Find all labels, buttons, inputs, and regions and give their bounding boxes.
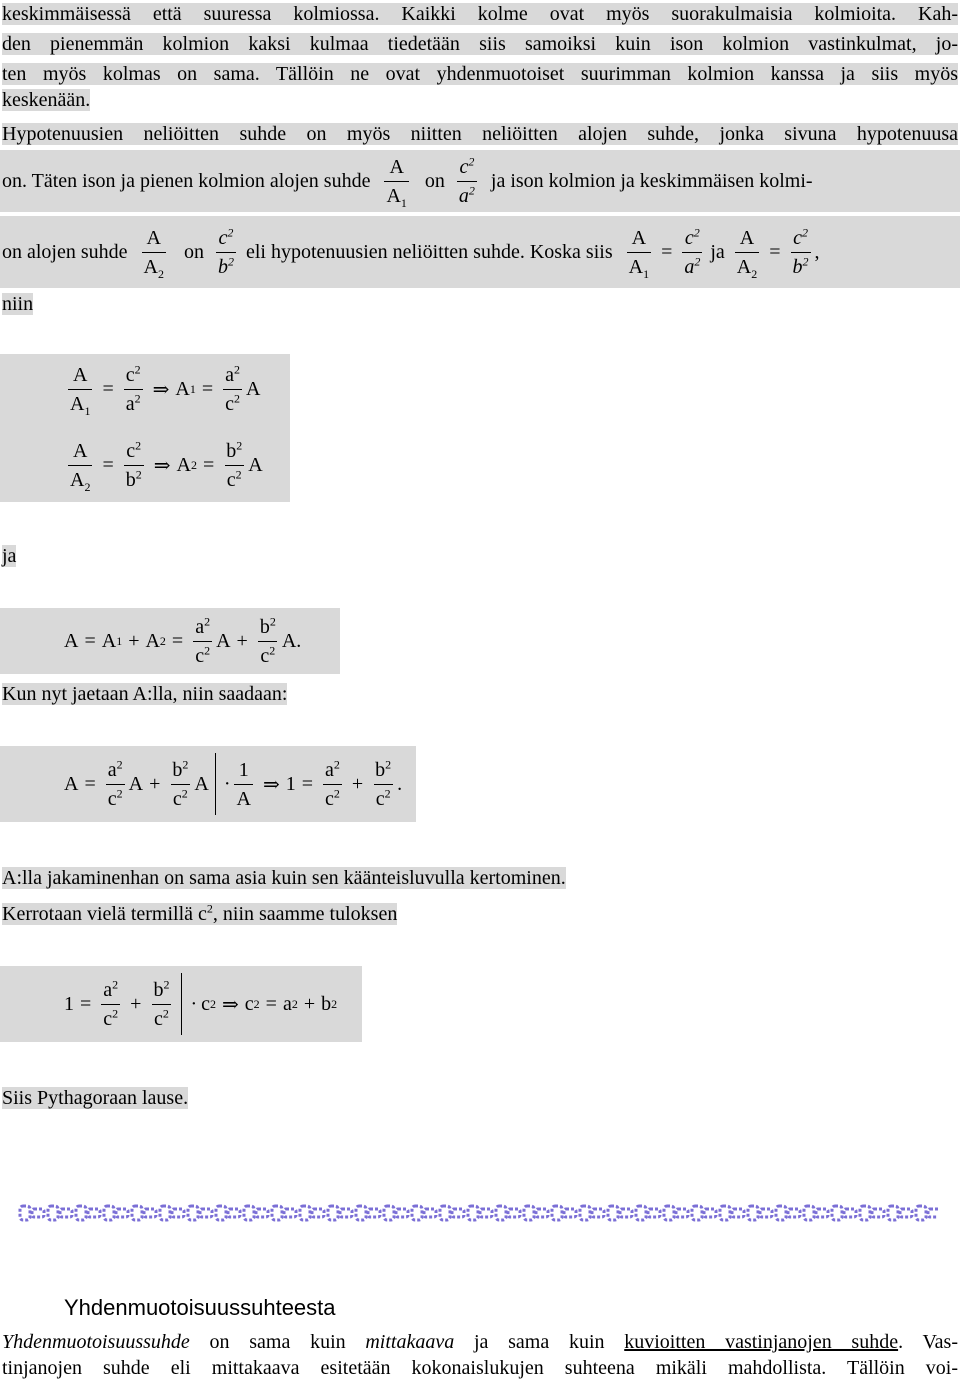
kerrotaan-text: Kerrotaan vielä termillä $c^2$, niin saamme tuloksen: [2, 901, 398, 925]
para2-line2: on. Täten ison ja pienen kolmion alojen suhde $\frac{A}{A_1}$ on $\frac{c^2}{a^2}$ ja ison kolmion ja keskimmäisen kolmi-: [2, 153, 813, 210]
fraction-c2-over-b2-b: $\frac{c^2}{b^2}$: [792, 224, 809, 278]
siis-text: Siis Pythagoraan lause.: [2, 1087, 189, 1109]
para2-line1: Hypotenuusien neliöitten suhde on myös niitten neliöitten alojen suhde, jonka sivuna hypotenuusa: [2, 123, 958, 145]
para2-line4: niin: [2, 293, 34, 315]
fraction-A-over-A2: $\frac{A}{A_2}$: [143, 226, 164, 281]
alla-text: A:lla jakaminenhan on sama asia kuin sen käänteisluvulla kertominen.: [2, 867, 566, 889]
equation-A2: $\frac{A}{A_2}$ = $\frac{c^2}{b^2}$ ⇒ A 2 = $\frac{b^2}{c^2}$ A: [70, 437, 263, 494]
para1-line4: keskenään.: [2, 89, 91, 111]
fraction-A-over-A1-b: $\frac{A}{A_1}$: [628, 226, 650, 281]
para1-line3: ten myös kolmas on sama. Tällöin ne ovat yhdenmuotoiset suurimman kolmion kanssa ja siis myös: [2, 63, 958, 85]
kun-text: Kun nyt jaetaan A:lla, niin saadaan:: [2, 683, 288, 705]
final-line2: tinjanojen suhde eli mittakaava esitetään kokonaislukujen suhteena mikäli mahdollista. Tällöin voi-: [2, 1357, 958, 1379]
fraction-c2-over-a2-b: $\frac{c^2}{a^2}$: [684, 224, 701, 278]
fraction-c2-over-a2: $\frac{c^2}{a^2}$: [458, 153, 475, 207]
section-title: Yhdenmuotoisuussuhteesta: [64, 1295, 336, 1320]
fraction-A-over-A2-b: $\frac{A}{A_2}$: [736, 226, 758, 281]
para1-line2: den pienemmän kolmion kaksi kulmaa tiedetään siis samoiksi kuin ison kolmion vastinkulmat, jo-: [2, 33, 958, 55]
para2-line3: on alojen suhde $\frac{A}{A_2}$ on $\frac{c^2}{b^2}$ eli hypotenuusien neliöitten suhde. Koska siis $\frac{A}{A_1}$ = $\frac{c^2}{a^2}$ ja $\frac{A}{A_2}$ = $\frac{c^2}{b^2}$ ,: [2, 224, 820, 281]
equation-A1: $\frac{A}{A_1}$ = $\frac{c^2}{a^2}$ ⇒ A 1 = $\frac{a^2}{c^2}$ A: [70, 361, 261, 418]
fraction-c2-over-b2: $\frac{c^2}{b^2}$: [217, 224, 234, 278]
final-line1: Yhdenmuotoisuussuhde on sama kuin mittakaava ja sama kuin kuvioitten vastinjanojen suhde. Vas-: [2, 1331, 959, 1353]
equation-multiply: 1 = $\frac{a^2}{c^2}$ + $\frac{b^2}{c^2}$ · c 2 ⇒ c 2 = a 2 + b 2: [64, 970, 337, 1038]
equation-sum: A = A 1 + A 2 = $\frac{a^2}{c^2}$ A + $\frac{b^2}{c^2}$ A .: [64, 613, 302, 667]
fraction-A-over-A1: $\frac{A}{A_1}$: [386, 155, 407, 210]
para1-line1: keskimmäisessä että suuressa kolmiossa. Kaikki kolme ovat myös suorakulmaisia kolmioita. Kah-: [2, 3, 958, 25]
equation-divide: A = $\frac{a^2}{c^2}$ A + $\frac{b^2}{c^2}$ A · $\frac{1}{A}$ ⇒ 1 = $\frac{a^2}{c^2}$ + $\frac{b^2}{c^2}$ .: [64, 750, 402, 818]
ja-label: ja: [2, 545, 17, 567]
decorative-divider: [18, 1202, 938, 1224]
